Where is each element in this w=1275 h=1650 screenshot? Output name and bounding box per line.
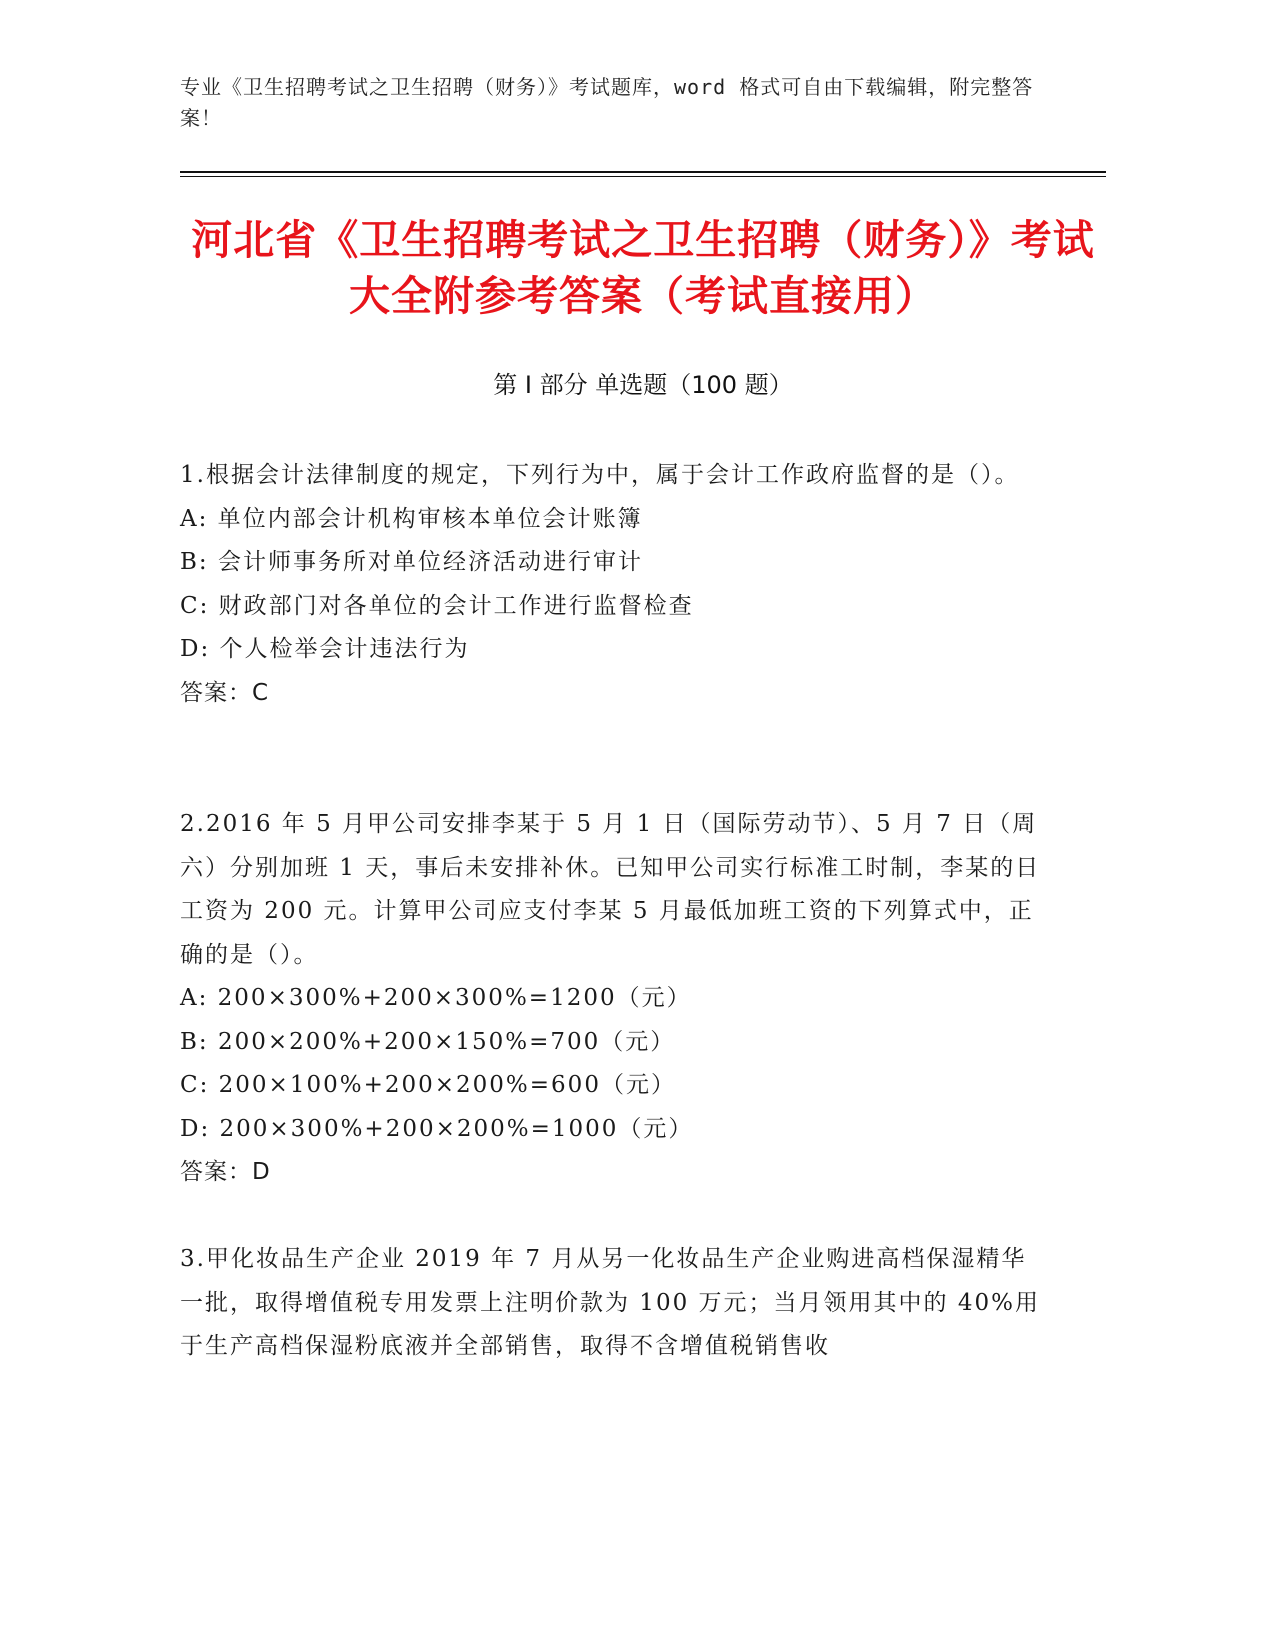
document-title: 河北省《卫生招聘考试之卫生招聘（财务）》考试大全附参考答案（考试直接用） bbox=[191, 216, 1095, 320]
header-divider-thin bbox=[180, 176, 1106, 177]
answer: 答案：C bbox=[180, 679, 270, 706]
question-stem: 2.2016 年 5 月甲公司安排李某于 5 月 1 日（国际劳动节）、5 月 7 日（周六）分别加班 1 天，事后未安排补休。已知甲公司实行标准工时制，李某的日工资为 200 元。计算甲公司应支付李某 5 月最低加班工资的下列算式中，正确的是（）。 bbox=[180, 811, 1041, 968]
header-divider-thick bbox=[180, 171, 1106, 173]
option-d: D: 200×300%+200×200%=1000（元） bbox=[180, 1115, 694, 1142]
option-c: C: 财政部门对各单位的会计工作进行监督检查 bbox=[180, 592, 694, 619]
question-1 bbox=[180, 454, 1050, 715]
option-b: B: 200×200%+200×150%=700（元） bbox=[180, 1028, 676, 1055]
question-2 bbox=[180, 803, 1050, 1195]
option-c: C: 200×100%+200×200%=600（元） bbox=[180, 1072, 676, 1098]
section-title: 第 I 部分 单选题（100 题） bbox=[493, 371, 793, 399]
option-a: A: 200×300%+200×300%=1200（元） bbox=[180, 985, 692, 1011]
question-stem: 3.甲化妆品生产企业 2019 年 7 月从另一化妆品生产企业购进高档保湿精华一批，取得增值税专用发票上注明价款为 100 万元；当月领用其中的 40%用于生产高档保湿粉底液并全部销售，取得不含增值税销售收 bbox=[180, 1246, 1040, 1359]
option-a: A: 单位内部会计机构审核本单位会计账簿 bbox=[180, 505, 643, 532]
question-3 bbox=[180, 1238, 1050, 1369]
header-note: 专业《卫生招聘考试之卫生招聘（财务）》考试题库，word 格式可自由下载编辑，附完整答案！ bbox=[180, 75, 1034, 130]
option-d: D: 个人检举会计违法行为 bbox=[180, 636, 470, 662]
answer: 答案：D bbox=[180, 1159, 271, 1185]
option-b: B: 会计师事务所对单位经济活动进行审计 bbox=[180, 549, 643, 575]
question-stem: 1.根据会计法律制度的规定，下列行为中，属于会计工作政府监督的是（）。 bbox=[180, 462, 1020, 488]
